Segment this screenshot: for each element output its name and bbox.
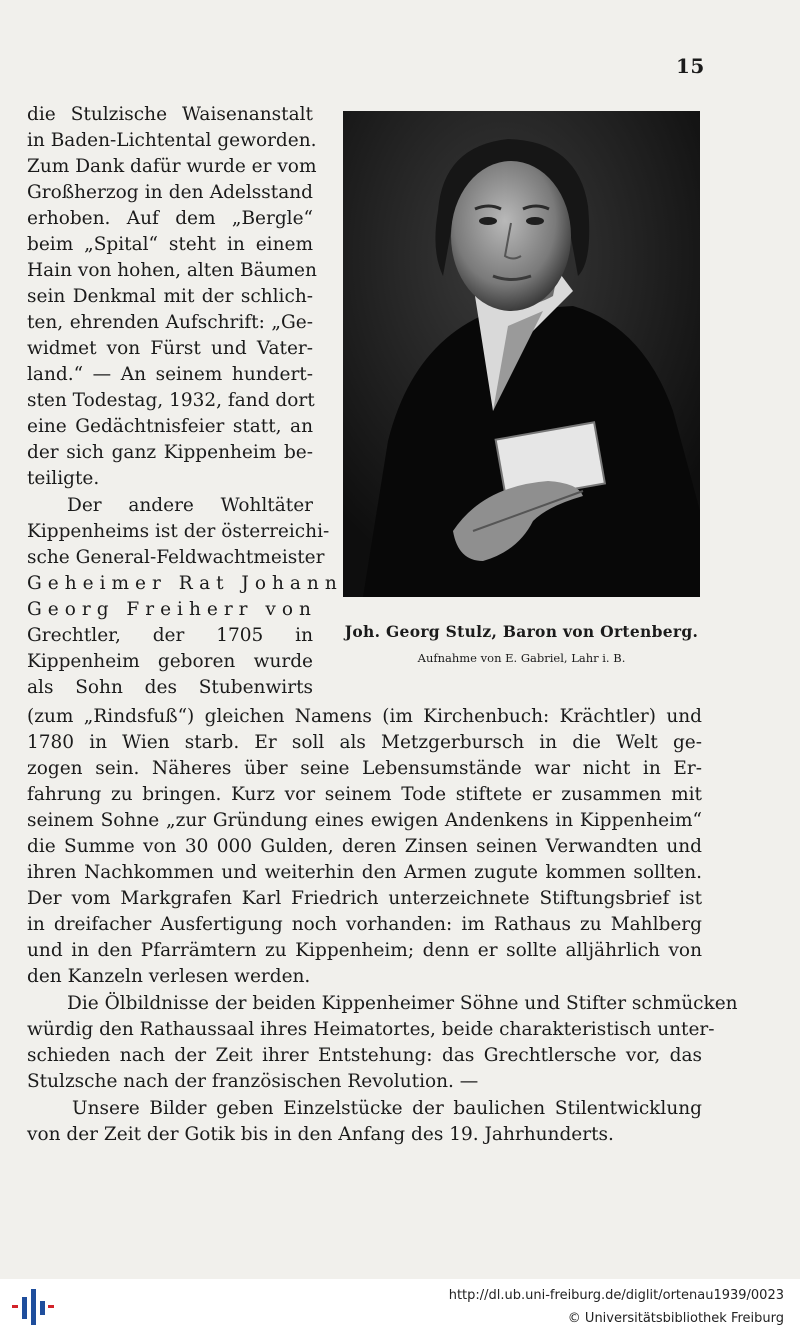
text-line: Geheimer Rat Johann [27, 573, 343, 594]
text-line: und in den Pfarrämtern zu Kippenheim; denn er sollte alljährlich von [27, 940, 702, 961]
text-line: Zum Dank dafür wurde er vom [27, 156, 317, 177]
text-line: Der vom Markgrafen Karl Friedrich unterzeichnete Stiftungsbrief ist [27, 888, 702, 909]
text-line: Georg Freiherr von [27, 599, 317, 620]
text-line: Stulzsche nach der französischen Revolution. — [27, 1071, 479, 1092]
portrait-painting [343, 111, 700, 597]
text-line: von der Zeit der Gotik bis in den Anfang des 19. Jahrhunderts. [27, 1124, 614, 1145]
text-line: Unsere Bilder geben Einzelstücke der baulichen Stilentwicklung [72, 1098, 702, 1119]
text-line: würdig den Rathaussaal ihres Heimatortes, beide charakteristisch unter- [27, 1019, 715, 1040]
text-line: eine Gedächtnisfeier statt, an [27, 416, 313, 437]
text-line: land.“ — An seinem hundert- [27, 364, 313, 385]
text-line: seinem Sohne „zur Gründung eines ewigen Andenkens in Kippenheim“ [27, 810, 702, 831]
text-line: sche General-Feldwachtmeister [27, 547, 325, 568]
text-line: in Baden-Lichtental geworden. [27, 130, 317, 151]
text-line: Kippenheim geboren wurde [27, 651, 313, 672]
text-line: teiligte. [27, 468, 100, 489]
text-line: in dreifacher Ausfertigung noch vorhanden: im Rathaus zu Mahlberg [27, 914, 702, 935]
text-line: Die Ölbildnisse der beiden Kippenheimer Söhne und Stifter schmücken [67, 993, 738, 1014]
text-line: sein Denkmal mit der schlich- [27, 286, 313, 307]
page-number: 15 [676, 54, 705, 78]
text-line: Kippenheims ist der österreichi- [27, 521, 330, 542]
text-line: zogen sein. Näheres über seine Lebensumstände war nicht in Er- [27, 758, 702, 779]
text-line: (zum „Rindsfuß“) gleichen Namens (im Kirchenbuch: Krächtler) und [27, 706, 702, 727]
figure-caption: Joh. Georg Stulz, Baron von Ortenberg. [344, 622, 699, 641]
text-line: widmet von Fürst und Vater- [27, 338, 313, 359]
text-line: Hain von hohen, alten Bäumen [27, 260, 317, 281]
ub-freiburg-logo-icon [10, 1287, 54, 1331]
text-line: Der andere Wohltäter [67, 495, 313, 516]
text-line: erhoben. Auf dem „Bergle“ [27, 208, 313, 229]
text-line: der sich ganz Kippenheim be- [27, 442, 313, 463]
text-line: sten Todestag, 1932, fand dort [27, 390, 315, 411]
footer-url-link[interactable]: http://dl.ub.uni-freiburg.de/diglit/ortenau1939/0023 [448, 1288, 784, 1303]
text-line: fahrung zu bringen. Kurz vor seinem Tode stiftete er zusammen mit [27, 784, 702, 805]
text-line: schieden nach der Zeit ihrer Entstehung: das Grechtlersche vor, das [27, 1045, 702, 1066]
text-line: den Kanzeln verlesen werden. [27, 966, 311, 987]
text-line: Großherzog in den Adelsstand [27, 182, 313, 203]
text-line: 1780 in Wien starb. Er soll als Metzgerbursch in die Welt ge- [27, 732, 702, 753]
figure-credit: Aufnahme von E. Gabriel, Lahr i. B. [417, 651, 626, 665]
footer-copyright: © Universitätsbibliothek Freiburg [567, 1311, 784, 1326]
text-line: ten, ehrenden Aufschrift: „Ge- [27, 312, 313, 333]
text-line: die Summe von 30 000 Gulden, deren Zinsen seinen Verwandten und [27, 836, 702, 857]
text-line: die Stulzische Waisenanstalt [27, 104, 313, 125]
text-line: Grechtler, der 1705 in [27, 625, 313, 646]
text-line: beim „Spital“ steht in einem [27, 234, 313, 255]
footer-bar [0, 1279, 800, 1336]
text-line: ihren Nachkommen und weiterhin den Armen zugute kommen sollten. [27, 862, 702, 883]
portrait-image [343, 111, 700, 597]
text-line: als Sohn des Stubenwirts [27, 677, 313, 698]
